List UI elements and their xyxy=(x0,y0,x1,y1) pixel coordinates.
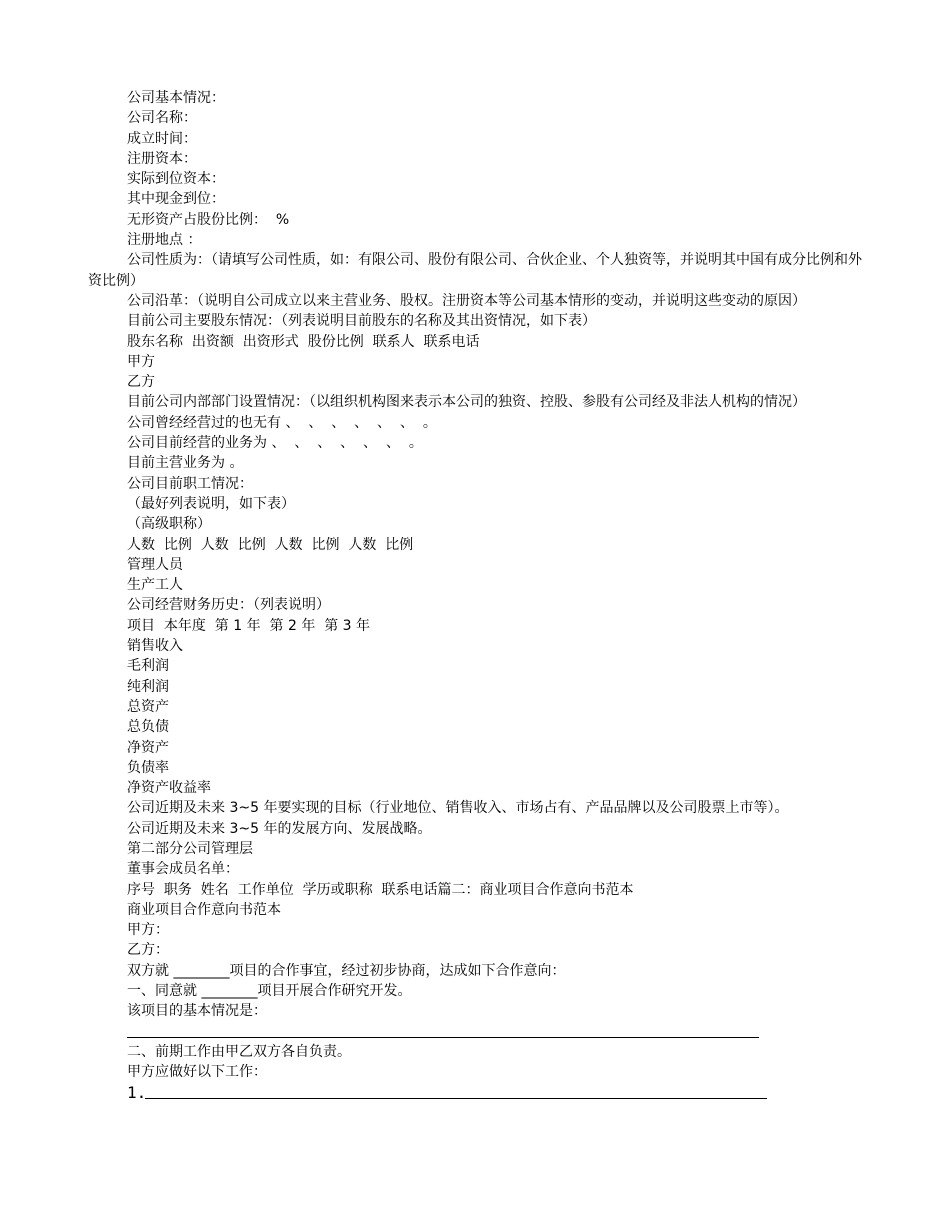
fill-in-underline xyxy=(145,1098,767,1099)
agreement-title: 商业项目合作意向书范本 xyxy=(127,901,281,918)
senior-title-label: （高级职称） xyxy=(127,516,211,533)
departments-paragraph: 目前公司内部部门设置情况：（以组织机构图来表示本公司的独资、控股、参股有公司经及非法人机构的情况） xyxy=(127,394,806,411)
staff-heading: 公司目前职工情况： xyxy=(127,475,253,492)
goals-line: 公司近期及未来 3~5 年要实现的目标（行业地位、销售收入、市场占有、产品品牌以及公司股票上市等）。 xyxy=(127,800,789,817)
company-nature-paragraph: 公司性质为：（请填写公司性质，如：有限公司、股份有限公司、合伙企业、个人独资等，并说明其中国有成分比例和外资比例） xyxy=(88,252,862,289)
shareholders-heading: 目前公司主要股东情况：（列表说明目前股东的名称及其出资情况，如下表） xyxy=(127,313,596,330)
strategy-line: 公司近期及未来 3~5 年的发展方向、发展战略。 xyxy=(127,820,432,837)
staff-note: （最好列表说明，如下表） xyxy=(127,495,295,512)
company-name-field: 公司名称： xyxy=(127,110,197,127)
board-table-header: 序号 职务 姓名 工作单位 学历或职称 联系电话篇二：商业项目合作意向书范本 xyxy=(127,881,634,898)
shareholder-row-b: 乙方 xyxy=(127,374,155,391)
finance-row-roe: 净资产收益率 xyxy=(127,780,211,797)
fill-in-underline xyxy=(127,1037,759,1038)
project-basics-blank xyxy=(88,1022,868,1042)
board-members-heading: 董事会成员名单： xyxy=(127,861,239,878)
main-business-line: 目前主营业务为 。 xyxy=(127,455,244,472)
registered-address-field: 注册地点 ： xyxy=(127,232,202,249)
finance-table-header: 项目 本年度 第 1 年 第 2 年 第 3 年 xyxy=(127,617,371,634)
founding-date-field: 成立时间： xyxy=(127,130,197,147)
clause-one-line: 一、同意就 ________项目开展合作研究开发。 xyxy=(127,983,412,1000)
staff-row-management: 管理人员 xyxy=(127,556,183,573)
finance-row-net-assets: 净资产 xyxy=(127,739,169,756)
finance-row-gross-profit: 毛利润 xyxy=(127,658,169,675)
duty-item-1 xyxy=(88,1083,868,1103)
staff-row-production: 生产工人 xyxy=(127,577,183,594)
past-business-line: 公司曾经经营过的也无有 、 、 、 、 、 、 。 xyxy=(127,414,437,431)
party-a-field: 甲方： xyxy=(127,922,169,939)
part-two-heading: 第二部分公司管理层 xyxy=(127,840,253,857)
clause-two-line: 二、前期工作由甲乙双方各自负责。 xyxy=(127,1043,351,1060)
duty-item-number: 1. xyxy=(127,1082,147,1102)
cash-paid-in-field: 其中现金到位： xyxy=(127,191,225,208)
cooperation-intro-line: 双方就 ________项目的合作事宜，经过初步协商，达成如下合作意向： xyxy=(127,962,566,979)
section-heading-company-basics: 公司基本情况： xyxy=(127,90,225,106)
finance-row-debt-ratio: 负债率 xyxy=(127,759,169,776)
project-basics-label: 该项目的基本情况是： xyxy=(127,1003,267,1020)
intangible-assets-ratio-field: 无形资产占股份比例： % xyxy=(127,211,290,228)
finance-row-total-assets: 总资产 xyxy=(127,698,169,715)
shareholders-table-header: 股东名称 出资额 出资形式 股份比例 联系人 联系电话 xyxy=(127,333,480,350)
shareholder-row-a: 甲方 xyxy=(127,353,155,370)
finance-row-net-profit: 纯利润 xyxy=(127,678,169,695)
party-b-field: 乙方： xyxy=(127,942,169,959)
company-history-paragraph: 公司沿革：（说明自公司成立以来主营业务、股权。注册资本等公司基本情形的变动，并说明这些变动的原因） xyxy=(127,292,806,309)
party-a-duties-label: 甲方应做好以下工作： xyxy=(127,1064,267,1081)
staff-table-header: 人数 比例 人数 比例 人数 比例 人数 比例 xyxy=(127,536,414,553)
registered-capital-field: 注册资本： xyxy=(127,150,197,167)
paid-in-capital-field: 实际到位资本： xyxy=(127,171,225,188)
document-page xyxy=(88,88,868,1103)
finance-row-total-liabilities: 总负债 xyxy=(127,719,169,736)
finance-history-heading: 公司经营财务历史：（列表说明） xyxy=(127,597,330,614)
current-business-line: 公司目前经营的业务为 、 、 、 、 、 、 。 xyxy=(127,435,423,452)
finance-row-sales: 销售收入 xyxy=(127,638,183,655)
